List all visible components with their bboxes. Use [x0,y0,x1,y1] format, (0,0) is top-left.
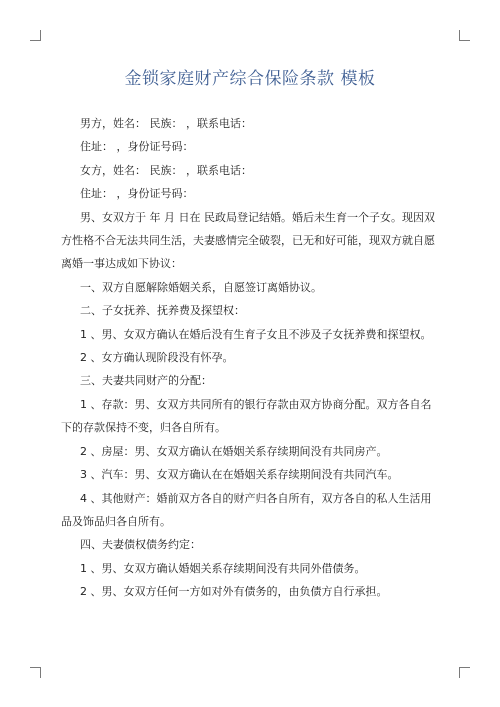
document-title: 金锁家庭财产综合保险条款 模板 [124,69,376,89]
paragraph-male-address: 住址： ，身份证号码： [80,140,194,154]
paragraph-clause-2-1: 1 、男、女双方确认在婚后没有生育子女且不涉及子女抚养费和探望权。 [80,327,432,341]
paragraph-male-info: 男方，姓名： 民族： ，联系电话： [80,117,252,130]
paragraph-clause-3-4: 4 、其他财产：婚前双方各自的财产归各自所有，双方各自的私人生活用品及饰品归各自所有。 [61,491,432,528]
document-body [61,112,441,604]
paragraph-clause-3-2: 2 、房屋：男、女双方确认在婚姻关系存续期间没有共同房产。 [80,444,388,458]
paragraph-clause-2-2: 2 、女方确认现阶段没有怀孕。 [80,351,234,365]
paragraph-clause-3-1: 1 、存款：男、女双方共同所有的银行存款由双方协商分配。双方各自名下的存款保持不变，归各自所有。 [61,397,432,435]
paragraph-clause-3-3: 3 、汽车：男、女双方确认在在婚姻关系存续期间没有共同汽车。 [80,468,399,482]
paragraph-clause-3: 三、夫妻共同财产的分配： [80,374,212,388]
paragraph-female-address: 住址： ，身份证号码： [80,187,194,201]
paragraph-clause-4: 四、夫妻债权债务约定： [80,538,201,552]
paragraph-clause-4-1: 1 、男、女双方确认婚姻关系存续期间没有共同外借债务。 [80,561,366,575]
crop-mark-bottom-right [459,667,470,678]
crop-mark-top-right [459,30,470,41]
crop-mark-bottom-left [30,667,41,678]
crop-mark-top-left [30,30,41,41]
paragraph-female-info: 女方，姓名： 民族： ，联系电话： [80,163,252,177]
paragraph-clause-2: 二、子女抚养、抚养费及探望权： [80,304,245,318]
paragraph-clause-4-2: 2 、男、女双方任何一方如对外有债务的，由负债方自行承担。 [80,585,388,599]
paragraph-clause-1: 一、双方自愿解除婚姻关系，自愿签订离婚协议。 [80,280,322,294]
paragraph-preamble: 男、女双方于 年 月 日在 民政局登记结婚。婚后未生育一个子女。现因双方性格不合无法共同生活，夫妻感情完全破裂，已无和好可能，现双方就自愿离婚一事达成如下协议： [61,210,435,271]
